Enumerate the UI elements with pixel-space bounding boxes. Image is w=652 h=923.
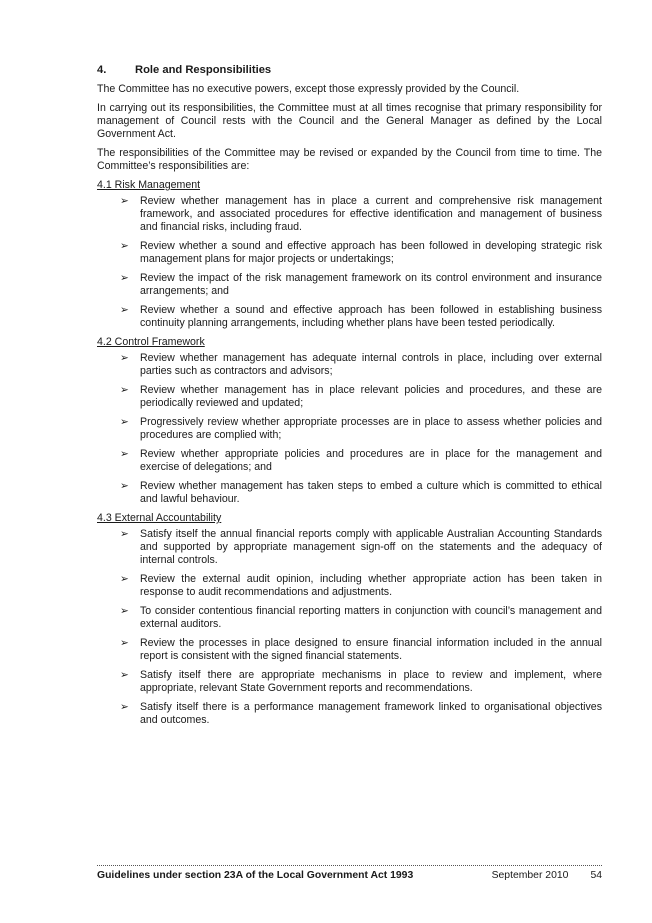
subsection-title: 4.1 Risk Management: [97, 179, 201, 191]
arrow-bullet-icon: ➢: [120, 240, 129, 252]
list-item-text: Satisfy itself there are appropriate mechanisms in place to review and implement, where appropriate, relevant State Government reports and recommendations.: [140, 669, 602, 694]
section-heading: [97, 64, 602, 76]
list-item: [97, 240, 602, 266]
arrow-bullet-icon: ➢: [120, 637, 129, 649]
page-number: 54: [590, 870, 602, 881]
list-item-text: Progressively review whether appropriate processes are in place to assess whether policies and procedures are complied with;: [140, 416, 602, 441]
list-item-text: Review whether a sound and effective approach has been followed in establishing business continuity planning arrangements, including whether plans have been tested periodically.: [140, 304, 602, 329]
list-item: [97, 416, 602, 442]
subsection-title: 4.2 Control Framework: [97, 336, 205, 348]
bullet-list: [97, 352, 602, 506]
list-item: [97, 304, 602, 330]
list-item-text: Review whether appropriate policies and procedures are in place for the management and exercise of delegations; and: [140, 448, 602, 473]
arrow-bullet-icon: ➢: [120, 480, 129, 492]
arrow-bullet-icon: ➢: [120, 701, 129, 713]
arrow-bullet-icon: ➢: [120, 384, 129, 396]
list-item: [97, 605, 602, 631]
intro-paragraph-3: The responsibilities of the Committee may be revised or expanded by the Council from time to time. The Committee’s responsibilities are:: [97, 147, 602, 172]
section-title: Role and Responsibilities: [135, 64, 272, 76]
footer-date: September 2010: [491, 870, 569, 881]
subsection-title: 4.3 External Accountability: [97, 512, 222, 524]
arrow-bullet-icon: ➢: [120, 605, 129, 617]
list-item-text: To consider contentious financial reporting matters in conjunction with council’s management and external auditors.: [140, 605, 602, 630]
list-item-text: Review whether a sound and effective approach has been followed in developing strategic risk management plans for major projects or undertakings;: [140, 240, 602, 265]
bullet-list: [97, 528, 602, 727]
list-item: [97, 637, 602, 663]
arrow-bullet-icon: ➢: [120, 573, 129, 585]
arrow-bullet-icon: ➢: [120, 195, 129, 207]
arrow-bullet-icon: ➢: [120, 272, 129, 284]
list-item: [97, 573, 602, 599]
document-page: [97, 64, 602, 733]
bullet-list: [97, 195, 602, 330]
list-item-text: Review whether management has in place relevant policies and procedures, and these are periodically reviewed and updated;: [140, 384, 602, 409]
list-item: [97, 448, 602, 474]
list-item: [97, 669, 602, 695]
arrow-bullet-icon: ➢: [120, 352, 129, 364]
list-item-text: Review whether management has taken steps to embed a culture which is committed to ethical and lawful behaviour.: [140, 480, 602, 505]
list-item: [97, 701, 602, 727]
list-item-text: Review whether management has in place a current and comprehensive risk management framework, and associated procedures for effective identification and management of business and financial risks, including fraud.: [140, 195, 602, 233]
list-item: [97, 352, 602, 378]
list-item: [97, 195, 602, 234]
page-footer: [97, 865, 602, 881]
list-item-text: Review the external audit opinion, including whether appropriate action has been taken in response to audit recommendations and adjustments.: [140, 573, 602, 598]
arrow-bullet-icon: ➢: [120, 528, 129, 540]
list-item-text: Satisfy itself the annual financial reports comply with applicable Australian Accounting Standards and supported by appropriate management sign-off on the statements and the adequacy of internal controls.: [140, 528, 602, 566]
list-item: [97, 528, 602, 567]
list-item: [97, 480, 602, 506]
intro-paragraph-2: In carrying out its responsibilities, the Committee must at all times recognise that primary responsibility for management of Council rests with the Council and the General Manager as defined by the Local Government Act.: [97, 102, 602, 140]
list-item-text: Review the impact of the risk management framework on its control environment and insurance arrangements; and: [140, 272, 602, 297]
intro-paragraph-1: The Committee has no executive powers, except those expressly provided by the Council.: [97, 83, 520, 95]
arrow-bullet-icon: ➢: [120, 304, 129, 316]
list-item: [97, 272, 602, 298]
list-item-text: Satisfy itself there is a performance management framework linked to organisational objectives and outcomes.: [140, 701, 602, 726]
list-item: [97, 384, 602, 410]
footer-title: Guidelines under section 23A of the Local Government Act 1993: [97, 870, 414, 881]
arrow-bullet-icon: ➢: [120, 669, 129, 681]
responsibility-sections: [97, 179, 602, 727]
section-number: 4.: [97, 64, 107, 76]
list-item-text: Review whether management has adequate internal controls in place, including over external parties such as contractors and advisors;: [140, 352, 602, 377]
arrow-bullet-icon: ➢: [120, 448, 129, 460]
arrow-bullet-icon: ➢: [120, 416, 129, 428]
list-item-text: Review the processes in place designed to ensure financial information included in the annual report is consistent with the signed financial statements.: [140, 637, 602, 662]
